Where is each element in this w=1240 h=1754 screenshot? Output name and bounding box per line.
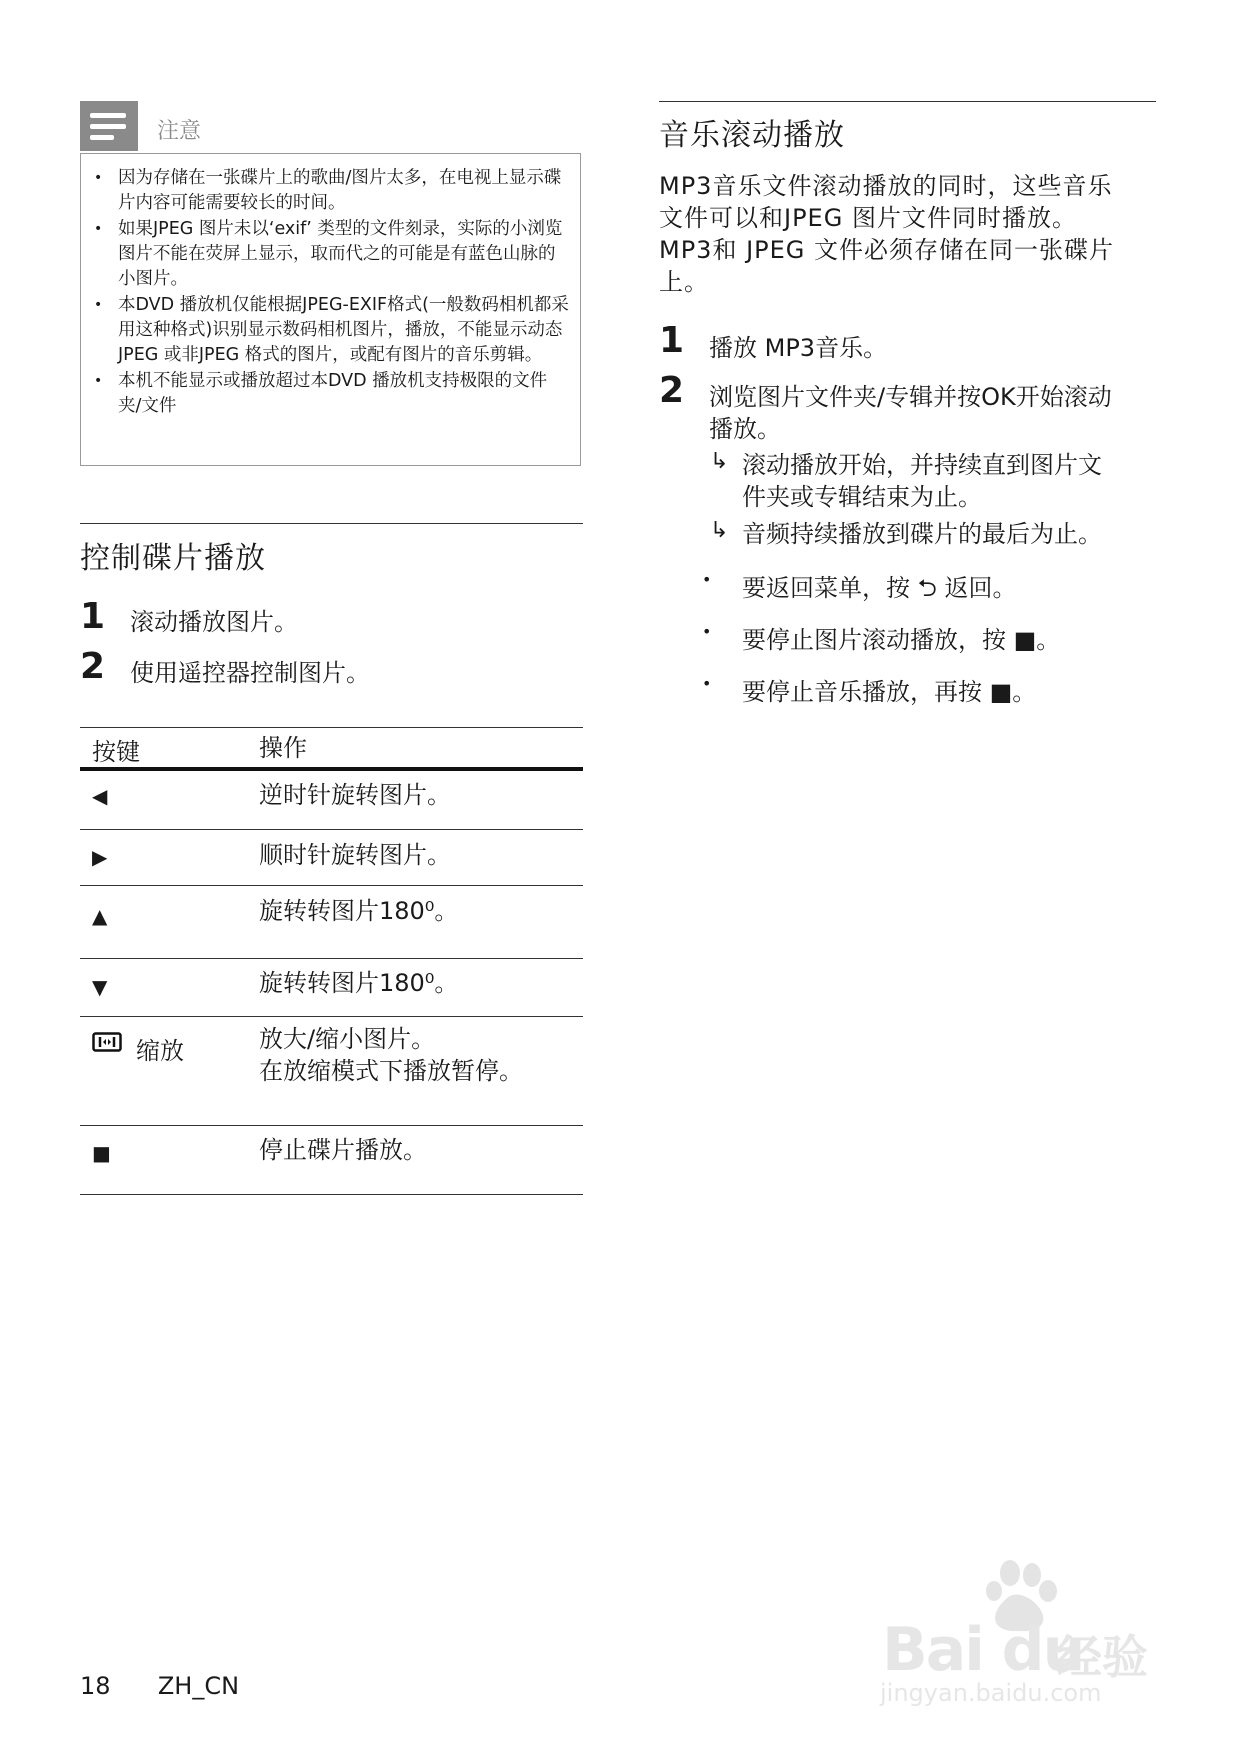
step-text: 滚动播放图片。 (130, 608, 298, 636)
table-row (80, 886, 583, 959)
table-row (80, 1017, 583, 1126)
step-number: 2 (659, 370, 685, 411)
page-footer (80, 1672, 239, 1700)
table-row (80, 771, 583, 830)
note-list (90, 166, 570, 420)
bullet-text: 要返回菜单，按 ⮌ 返回。 (742, 574, 1017, 602)
table-header-action: 操作 (259, 734, 307, 762)
result-arrow-icon: ↳ (710, 449, 729, 474)
intro-line: MP3和 JPEG 文件必须存储在同一张碟片 (659, 236, 1115, 264)
table-row (80, 830, 583, 886)
note-title: 注意 (157, 119, 202, 144)
music-heading: 音乐滚动播放 (659, 118, 845, 153)
step-number: 1 (659, 320, 685, 361)
step-text-line: 播放。 (709, 415, 781, 443)
step-text: 播放 MP3音乐。 (709, 334, 888, 362)
zoom-icon (92, 1031, 122, 1053)
intro-line: 上。 (659, 268, 709, 296)
control-heading: 控制碟片播放 (80, 541, 266, 576)
result-line: 件夹或专辑结束为止。 (742, 483, 982, 511)
bullet-dot: • (702, 622, 712, 641)
watermark-logo-text: Bai du (882, 1615, 1084, 1685)
intro-line: 文件可以和JPEG 图片文件同时播放。 (659, 204, 1077, 232)
table-row (80, 1126, 583, 1195)
note-item: • 如果JPEG 图片未以‘exif’ 类型的文件刻录，实际的小浏览图片不能在荧屏上显示，取而代之的可能是有蓝色山脉的小图片。 (90, 217, 570, 292)
section-rule (80, 523, 583, 524)
note-item: • 本机不能显示或播放超过本DVD 播放机支持极限的文件夹/文件 (90, 369, 570, 419)
bullet-text: 要停止图片滚动播放，按 ■。 (742, 626, 1061, 654)
baidu-watermark (860, 1555, 1160, 1705)
table-top-rule (80, 727, 583, 728)
watermark-url: jingyan.baidu.com (880, 1679, 1102, 1707)
result-line: 滚动播放开始，并持续直到图片文 (742, 451, 1102, 479)
rotate-left-icon: ◀ (92, 784, 108, 808)
result-text (742, 518, 1102, 550)
language-code: ZH_CN (157, 1672, 240, 1700)
step-text (709, 381, 1112, 445)
zoom-label: 缩放 (136, 1037, 184, 1065)
bullet-dot: • (702, 674, 712, 693)
note-item: • 因为存储在一张碟片上的歌曲/图片太多，在电视上显示碟片内容可能需要较长的时间。 (90, 166, 570, 216)
action-text: 停止碟片播放。 (259, 1136, 427, 1164)
bullet-dot: • (702, 570, 712, 589)
action-text: 顺时针旋转图片。 (259, 841, 451, 869)
result-text (742, 449, 1102, 513)
action-text: 旋转转图片180⁰。 (259, 897, 459, 925)
page-number: 18 (80, 1672, 111, 1700)
step-text-line: 浏览图片文件夹/专辑并按OK开始滚动 (709, 383, 1112, 411)
step-number: 1 (80, 596, 106, 637)
table-header-key: 按键 (92, 738, 140, 766)
step-text: 使用遥控器控制图片。 (130, 659, 370, 687)
result-arrow-icon: ↳ (710, 518, 729, 543)
stop-icon: ■ (92, 1141, 111, 1165)
down-arrow-icon: ▼ (92, 975, 108, 999)
action-text: 旋转转图片180⁰。 (259, 969, 459, 997)
watermark-logo-cn: 经验 (1056, 1630, 1148, 1684)
action-text: 在放缩模式下播放暂停。 (259, 1057, 523, 1085)
rotate-right-icon: ▶ (92, 845, 108, 869)
note-icon (80, 101, 138, 151)
section-rule (659, 101, 1156, 102)
result-line: 音频持续播放到碟片的最后为止。 (742, 520, 1102, 548)
music-intro (659, 170, 1114, 298)
note-item: • 本DVD 播放机仅能根据JPEG-EXIF格式(一般数码相机都采用这种格式)识别显示数码相机图片，播放，不能显示动态JPEG 或非JPEG 格式的图片，或配有图片的音乐剪辑。 (90, 293, 570, 368)
up-arrow-icon: ▲ (92, 904, 108, 928)
table-row (80, 959, 583, 1017)
action-text: 放大/缩小图片。 (259, 1025, 436, 1053)
step-number: 2 (80, 646, 106, 687)
intro-line: MP3音乐文件滚动播放的同时，这些音乐 (659, 172, 1113, 200)
action-text: 逆时针旋转图片。 (259, 781, 451, 809)
bullet-text: 要停止音乐播放，再按 ■。 (742, 678, 1037, 706)
